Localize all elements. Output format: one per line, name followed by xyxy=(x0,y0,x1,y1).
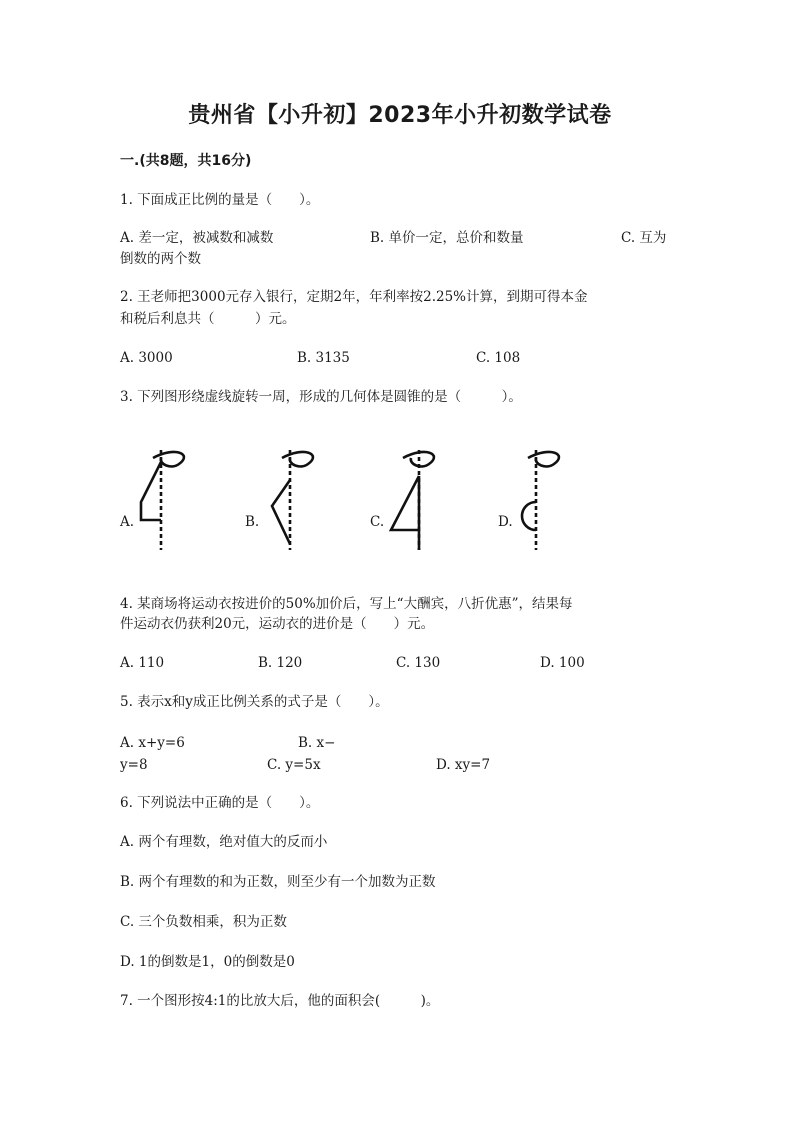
question-5-option-c: C. y=5x xyxy=(267,757,321,773)
question-3-option-d-label: D. xyxy=(498,514,513,530)
question-5-option-b: B. x− xyxy=(298,735,336,751)
question-4-option-c: C. 130 xyxy=(396,655,441,671)
question-4-stem-line-1: 4. 某商场将运动衣按进价的50%加价后，写上“大酬宾，八折优惠”，结果每 xyxy=(120,596,573,612)
question-3-stem: 3. 下列图形绕虚线旋转一周，形成的几何体是圆锥的是（ ）。 xyxy=(120,389,522,405)
question-1-option-c: C. 互为 xyxy=(621,230,667,246)
question-6-option-a: A. 两个有理数，绝对值大的反而小 xyxy=(120,834,328,850)
question-1-option-b: B. 单价一定，总价和数量 xyxy=(370,230,524,246)
question-2-stem-line-1: 2. 王老师把3000元存入银行，定期2年，年利率按2.25%计算，到期可得本金 xyxy=(120,289,588,305)
question-6-stem: 6. 下列说法中正确的是（ ）。 xyxy=(120,795,320,811)
section-header: 一.(共8题，共16分) xyxy=(120,153,252,169)
question-3-option-a-label: A. xyxy=(120,514,135,530)
question-5-option-b-continued: y=8 xyxy=(120,757,148,773)
question-4-option-b: B. 120 xyxy=(258,655,303,671)
question-2-option-c: C. 108 xyxy=(476,350,521,366)
question-1-option-c-continued: 倒数的两个数 xyxy=(120,251,201,267)
page-title: 贵州省【小升初】2023年小升初数学试卷 xyxy=(188,103,612,128)
question-4-option-a: A. 110 xyxy=(120,655,165,671)
question-4-stem-line-2: 件运动衣仍获利20元，运动衣的进价是（ ）元。 xyxy=(120,616,435,632)
rotation-figure-d xyxy=(510,440,590,560)
question-1-stem: 1. 下面成正比例的量是（ ）。 xyxy=(120,192,320,208)
question-6-option-d: D. 1的倒数是1，0的倒数是0 xyxy=(120,954,295,970)
question-6-option-b: B. 两个有理数的和为正数，则至少有一个加数为正数 xyxy=(120,874,436,890)
question-5-option-d: D. xy=7 xyxy=(436,757,491,773)
question-2-option-b: B. 3135 xyxy=(297,350,350,366)
rotation-figure-a xyxy=(135,440,215,560)
question-3-option-c-label: C. xyxy=(370,514,385,530)
question-3-option-b-label: B. xyxy=(245,514,260,530)
question-6-option-c: C. 三个负数相乘，积为正数 xyxy=(120,914,287,930)
question-7-stem: 7. 一个图形按4:1的比放大后，他的面积会( )。 xyxy=(120,993,440,1009)
question-5-option-a: A. x+y=6 xyxy=(120,735,185,751)
question-2-option-a: A. 3000 xyxy=(120,350,173,366)
question-1-option-a: A. 差一定，被减数和减数 xyxy=(120,230,274,246)
question-2-stem-line-2: 和税后利息共（ ）元。 xyxy=(120,311,296,327)
question-4-option-d: D. 100 xyxy=(540,655,585,671)
rotation-figure-b xyxy=(264,440,344,560)
question-5-stem: 5. 表示x和y成正比例关系的式子是（ ）。 xyxy=(120,694,389,710)
rotation-figure-c xyxy=(385,440,465,560)
